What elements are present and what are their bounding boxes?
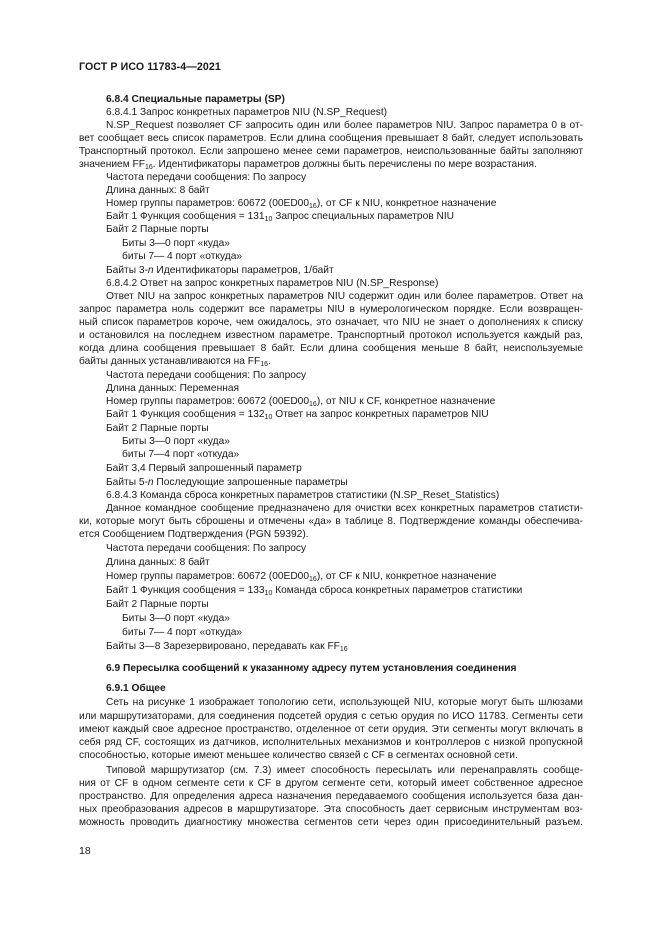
field-byte1: Байт 1 Функция сообщения = $133_{10}$ Команда сброса конкретных параметров статистики — [106, 585, 523, 597]
subsection-title-6-8-4-2: 6.8.4.2 Ответ на запрос конкретных параметров NIU (N.SP_Response) — [106, 278, 439, 289]
field-bits-to: Биты 3—0 порт «куда» — [122, 238, 230, 249]
paragraph-line: ных преобразования адресов в маршрутизаторе. Эта способность дает сервисным инструментам воз- — [79, 804, 583, 815]
paragraph-line: запрос параметра ноль содержит все параметры NIU в нумерологическом порядке. Если возвращен- — [79, 304, 583, 315]
paragraph-line: способностью, которые имеют меньшее количество связей с CF в сегментах основной сети. — [79, 750, 518, 761]
field-byte2: Байт 2 Парные порты — [106, 224, 209, 235]
paragraph-line: Данное командное сообщение предназначено для очистки всех конкретных параметров статисти- — [106, 503, 583, 514]
paragraph-line: Ответ NIU на запрос конкретных параметров NIU содержит один или более параметров. Ответ на — [106, 291, 583, 302]
field-byte1: Байт 1 Функция сообщения = $131_{10}$ Запрос специальных параметров NIU — [106, 211, 455, 223]
field-byte1: Байт 1 Функция сообщения = $132_{10}$ Ответ на запрос конкретных параметров NIU — [106, 409, 489, 421]
field-length: Длина данных: 8 байт — [106, 185, 210, 196]
field-rate: Частота передачи сообщения: По запросу — [106, 543, 307, 554]
field-pgn: Номер группы параметров: 60672 $(00ED00_{16})$, от CF к NIU, конкретное назначение — [106, 571, 497, 583]
paragraph-line: имеют каждый свое адресное пространство, отделенное от сети орудия. Эти сегменты могут включать в — [79, 724, 583, 735]
paragraph-line: Типовой маршрутизатор (см. 7.3) имеет способность пересылать или перенаправлять сообще- — [106, 765, 583, 776]
section-heading-6-9: 6.9 Пересылка сообщений к указанному адресу путем установления соединения — [106, 663, 517, 674]
field-bits-to: Биты 3—0 порт «куда» — [122, 436, 230, 447]
field-pgn: Номер группы параметров: 60672 $(00ED00_{16})$, от CF к NIU, конкретное назначение — [106, 198, 497, 210]
field-byte5n: Байты 5-n Последующие запрошенные параметры — [106, 477, 348, 488]
paragraph-line: когда длина сообщения превышает 8 байт. Если длина сообщения меньше 8 байт, неиспользуемые — [79, 343, 583, 354]
paragraph-line: ки, которые могут быть сброшены и отмечены «да» в таблице 8. Подтверждение команды обеспечива- — [79, 516, 583, 527]
field-bits-from: биты 7—4 порт «откуда» — [122, 449, 240, 460]
subsection-title-6-8-4-3: 6.8.4.3 Команда сброса конкретных параметров статистики (N.SP_Reset_Statistics) — [106, 490, 500, 501]
paragraph-line: N.SP_Request позволяет CF запросить один или более параметров NIU. Запрос параметра 0 в от- — [106, 120, 583, 131]
paragraph-line: или маршрутизаторами, для соединения подсетей орудия с сетью орудия по ИСО 11783. Сегменты сети — [79, 711, 583, 722]
field-rate: Частота передачи сообщения: По запросу — [106, 370, 307, 381]
paragraph-line: и остановился на последнем известном параметре. Транспортный протокол используется каждый раз, — [79, 330, 583, 341]
paragraph-line: ния от CF в одном сегменте сети к CF в другом сегменте сети, который имеет собственное адресное — [79, 778, 583, 789]
section-heading-6-9-1: 6.9.1 Общее — [106, 683, 166, 694]
field-byte34: Байт 3,4 Первый запрошенный параметр — [106, 463, 302, 474]
subsection-title-6-8-4-1: 6.8.4.1 Запрос конкретных параметров NIU (N.SP_Request) — [106, 107, 388, 118]
section-heading-6-8-4: 6.8.4 Специальные параметры (SP) — [106, 94, 285, 105]
field-bytes3-8: Байты 3—8 Зарезервировано, передавать как $FF_{16}$ — [106, 641, 348, 653]
paragraph-line: байты данных устанавливаются на $FF_{16}$. — [79, 356, 271, 368]
field-byte2: Байт 2 Парные порты — [106, 423, 209, 434]
paragraph-line: Сеть на рисунке 1 изображает топологию сети, использующей NIU, которые могут быть шлюзами — [106, 697, 583, 708]
paragraph-line: ется Сообщением Подтверждения (PGN 59392). — [79, 529, 309, 540]
field-pgn: Номер группы параметров: 60672 $(00ED00_{16})$, от NIU к CF, конкретное назначение — [106, 396, 496, 408]
field-byte3n: Байты 3-n Идентификаторы параметров, 1/байт — [106, 265, 334, 276]
page-number: 18 — [79, 845, 91, 857]
paragraph-line: можность проводить диагностику множества сегментов сети через один присоединительный разъем. — [79, 817, 583, 828]
running-header: ГОСТ Р ИСО 11783-4—2021 — [79, 61, 221, 73]
paragraph-line: ный список параметров короче, чем ожидалось, это означает, что NIU не знает о дополнениях к списку — [79, 317, 583, 328]
paragraph-line: значением $FF_{16}$. Идентификаторы параметров должны быть перечислены по мере возрастания. — [79, 159, 537, 171]
paragraph-line: себя ряд CF, состоящих из датчиков, исполнительных механизмов и контроллеров с низкой пропускной — [79, 737, 583, 748]
paragraph-line: вет сообщает весь список параметров. Если длина сообщения превышает 8 байт, следует использовать — [79, 133, 583, 144]
field-length: Длина данных: 8 байт — [106, 557, 210, 568]
field-bits-from: биты 7— 4 порт «откуда» — [122, 251, 243, 262]
paragraph-line: Транспортный протокол. Если запрошено менее семи параметров, неиспользованные байты заполняют — [79, 146, 583, 157]
field-byte2: Байт 2 Парные порты — [106, 599, 209, 610]
paragraph-line: пространство. Для определения адреса назначения передаваемого сообщения используется база дан- — [79, 791, 583, 802]
field-bits-to: Биты 3—0 порт «куда» — [122, 613, 230, 624]
field-bits-from: биты 7— 4 порт «откуда» — [122, 627, 243, 638]
field-rate: Частота передачи сообщения: По запросу — [106, 172, 307, 183]
field-length: Длина данных: Переменная — [106, 383, 240, 394]
